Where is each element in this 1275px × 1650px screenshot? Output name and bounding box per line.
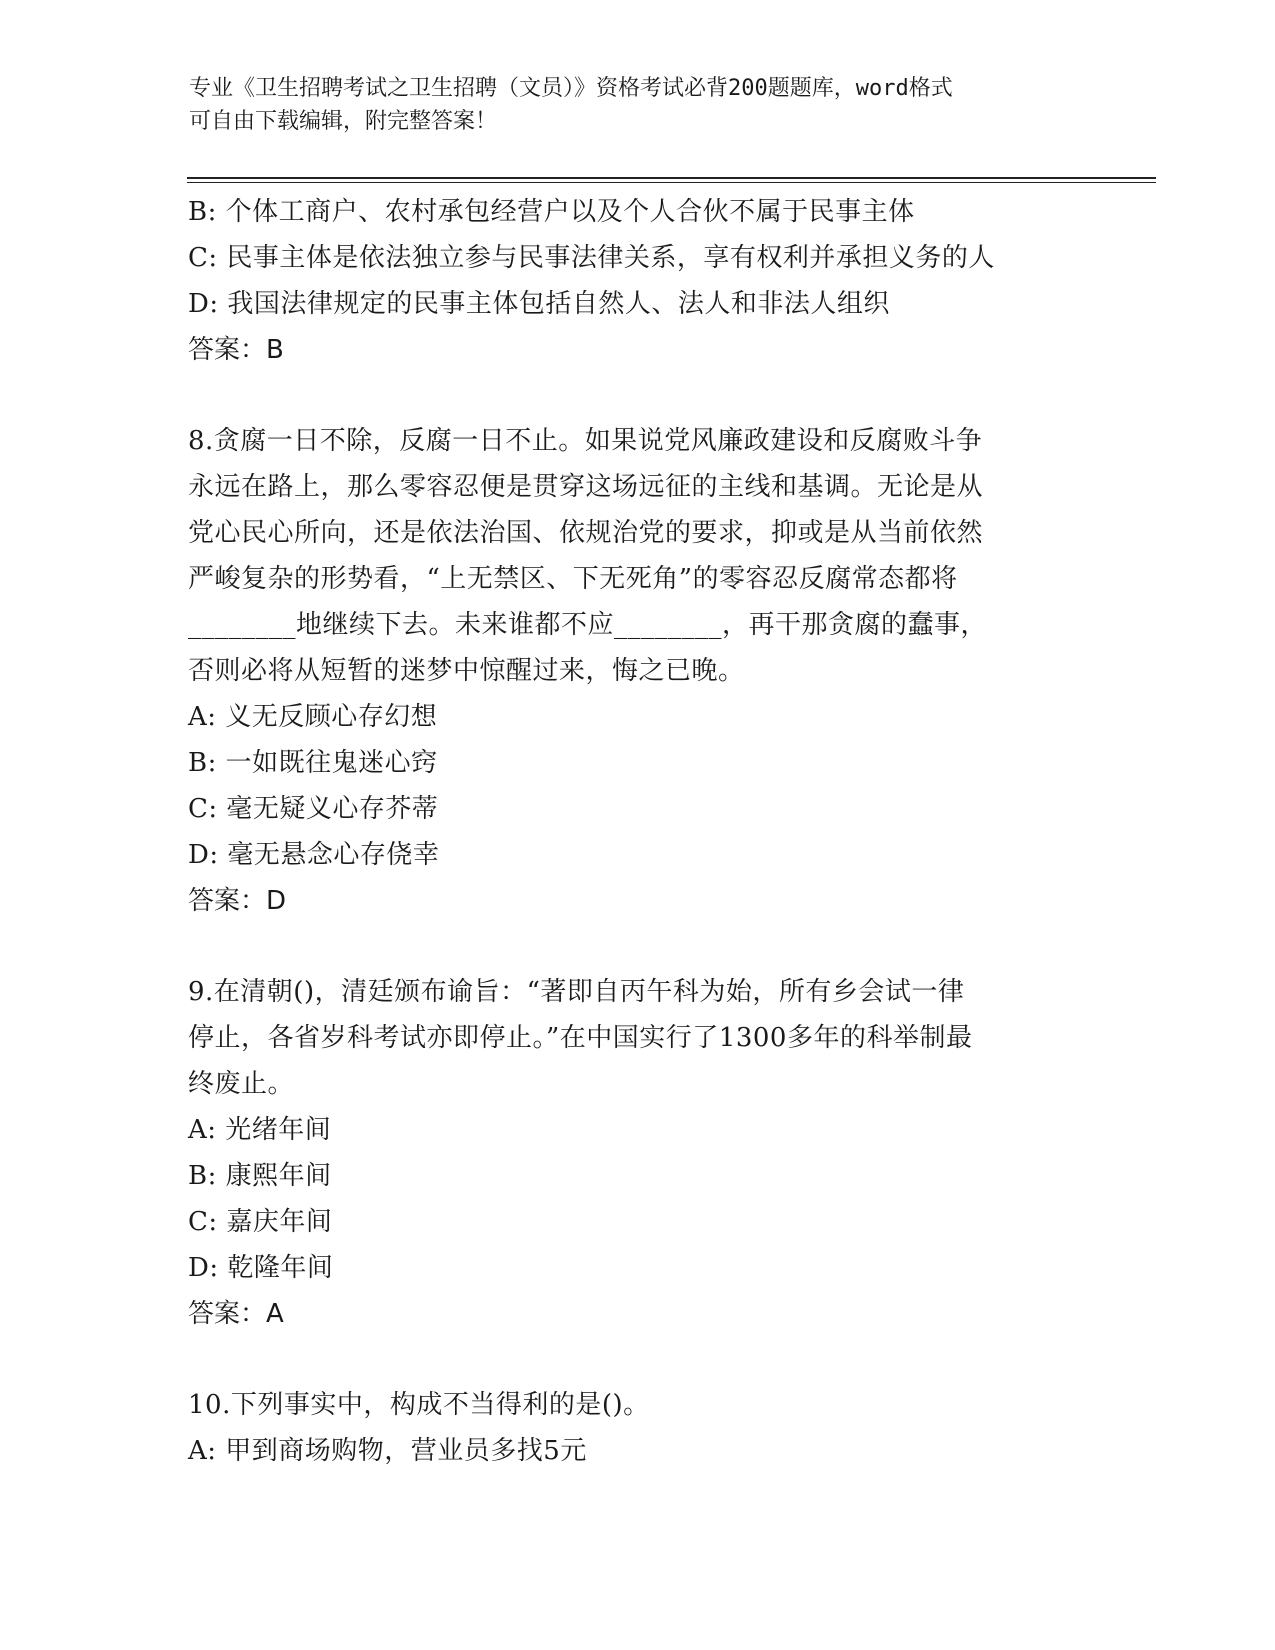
option-c: C: 毫无疑义心存芥蒂 bbox=[188, 794, 439, 824]
question-text-line: 否则必将从短暂的迷梦中惊醒过来，悔之已晚。 bbox=[188, 656, 745, 686]
option-c: C: 民事主体是依法独立参与民事法律关系，享有权利并承担义务的人 bbox=[188, 243, 995, 273]
question-text-line: 党心民心所向，还是依法治国、依规治党的要求，抑或是从当前依然 bbox=[188, 518, 984, 548]
question-10 bbox=[188, 1382, 1088, 1474]
option-c: C: 嘉庆年间 bbox=[188, 1207, 333, 1237]
header-divider-thin bbox=[187, 182, 1156, 183]
option-a: A: 甲到商场购物，营业员多找5元 bbox=[188, 1436, 587, 1466]
answer-label: 答案：D bbox=[188, 886, 287, 916]
spacer bbox=[188, 924, 1088, 969]
answer-label: 答案：A bbox=[188, 1299, 284, 1329]
header-title-line-2: 可自由下载编辑，附完整答案！ bbox=[189, 109, 498, 134]
option-d: D: 毫无悬念心存侥幸 bbox=[188, 840, 440, 870]
spacer bbox=[188, 373, 1088, 418]
header-title-line-1: 专业《卫生招聘考试之卫生招聘（文员）》资格考试必背200题题库，word格式 bbox=[189, 76, 953, 101]
option-d: D: 乾隆年间 bbox=[188, 1253, 334, 1283]
question-text-line: 严峻复杂的形势看，“上无禁区、下无死角”的零容忍反腐常态都将 bbox=[188, 564, 958, 594]
question-text-line: 停止，各省岁科考试亦即停止。”在中国实行了1300多年的科举制最 bbox=[188, 1023, 973, 1053]
answer-label: 答案：B bbox=[188, 335, 284, 365]
option-a: A: 光绪年间 bbox=[188, 1115, 332, 1145]
option-b: B: 康熙年间 bbox=[188, 1161, 332, 1191]
header-divider-thick bbox=[187, 177, 1156, 179]
question-7-tail bbox=[188, 189, 1088, 373]
question-text-line: 终废止。 bbox=[188, 1069, 295, 1099]
question-text-line: ________地继续下去。未来谁都不应________，再干那贪腐的蠢事， bbox=[188, 610, 988, 640]
spacer bbox=[188, 1337, 1088, 1382]
question-9 bbox=[188, 969, 1088, 1337]
question-content bbox=[188, 189, 1088, 1474]
option-d: D: 我国法律规定的民事主体包括自然人、法人和非法人组织 bbox=[188, 289, 890, 319]
option-b: B: 个体工商户、农村承包经营户以及个人合伙不属于民事主体 bbox=[188, 197, 915, 227]
option-b: B: 一如既往鬼迷心窍 bbox=[188, 748, 438, 778]
question-text-line: 永远在路上，那么零容忍便是贯穿这场远征的主线和基调。无论是从 bbox=[188, 472, 984, 502]
option-a: A: 义无反顾心存幻想 bbox=[188, 702, 438, 732]
question-text-line: 10.下列事实中，构成不当得利的是()。 bbox=[188, 1390, 650, 1420]
question-text-line: 8.贪腐一日不除，反腐一日不止。如果说党风廉政建设和反腐败斗争 bbox=[188, 426, 983, 456]
question-text-line: 9.在清朝()，清廷颁布谕旨：“著即自丙午科为始，所有乡会试一律 bbox=[188, 977, 965, 1007]
document-header bbox=[189, 72, 1069, 138]
question-8 bbox=[188, 418, 1088, 924]
